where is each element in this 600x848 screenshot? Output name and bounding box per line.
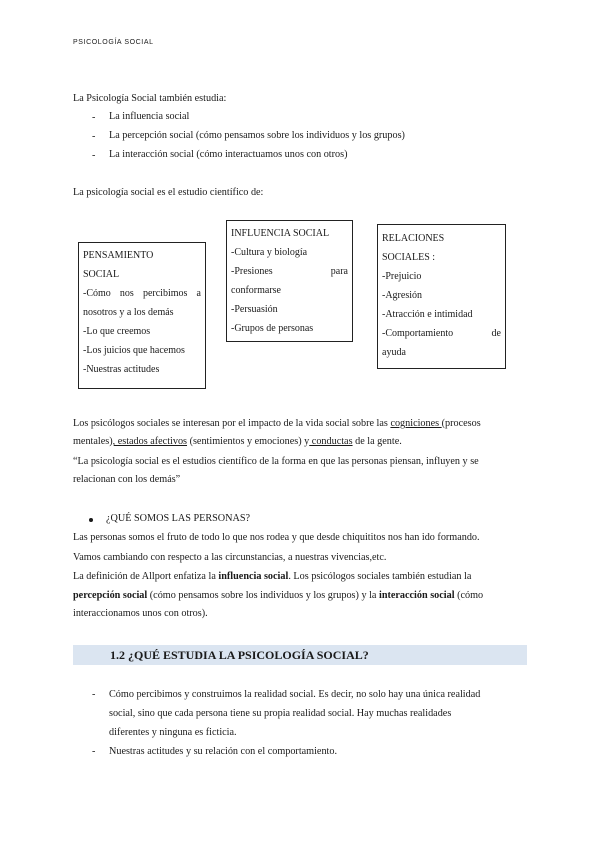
box-item: -Cómo nos percibimos a xyxy=(83,288,201,299)
quote-line-1: “La psicología social es el estudios científico de la forma en que las personas piensan, influyen y se xyxy=(73,456,479,467)
box-influencia-social xyxy=(226,220,353,342)
list-item: La percepción social (cómo pensamos sobre los individuos y los grupos) xyxy=(109,130,405,141)
box-item: -Comportamiento de xyxy=(382,328,501,339)
box-item: -Persuasión xyxy=(231,304,278,315)
box-pensamiento-social xyxy=(78,242,206,389)
dash-marker: - xyxy=(92,112,96,123)
section-bullet-1-line-1: Cómo percibimos y construimos la realidad social. Es decir, no solo hay una única realidad xyxy=(109,689,481,700)
box-item: -Agresión xyxy=(382,290,422,301)
box-item: -Presiones para xyxy=(231,266,348,277)
box-item: -Atracción e intimidad xyxy=(382,309,473,320)
box-title: SOCIALES : xyxy=(382,252,436,263)
somos-line-1: Las personas somos el fruto de todo lo que nos rodea y que desde chiquititos nos han ido formando. xyxy=(73,532,480,543)
dash-marker: - xyxy=(92,746,96,757)
dash-marker: - xyxy=(92,150,96,161)
somos-line-4: percepción social (cómo pensamos sobre los individuos y los grupos) y la interacción social (cómo xyxy=(73,590,484,601)
box-item: -Nuestras actitudes xyxy=(83,364,160,375)
quote-line-2: relacionan con los demás” xyxy=(73,474,181,485)
box-item: -Lo que creemos xyxy=(83,326,151,337)
list-item: La interacción social (cómo interactuamos unos con otros) xyxy=(109,149,348,160)
somos-line-2: Vamos cambiando con respecto a las circunstancias, a nuestras vivencias,etc. xyxy=(73,552,387,563)
box-item: -Cultura y biología xyxy=(231,247,308,258)
box-relaciones-sociales xyxy=(377,224,506,369)
interest-line-1: Los psicólogos sociales se interesan por el impacto de la vida social sobre las cogniciones (procesos xyxy=(73,418,481,429)
box-item: conformarse xyxy=(231,285,281,296)
intro-lead: La Psicología Social también estudia: xyxy=(73,93,227,104)
section-bullet-1-line-2: social, sino que cada persona tiene su propia realidad social. Hay muchas realidades xyxy=(109,708,452,719)
box-item: -Los juicios que hacemos xyxy=(83,345,185,356)
somos-line-5: interaccionamos unos con otros). xyxy=(73,608,208,619)
box-item: -Grupos de personas xyxy=(231,323,314,334)
box-item: -Prejuicio xyxy=(382,271,422,282)
section-title: 1.2 ¿QUÉ ESTUDIA LA PSICOLOGÍA SOCIAL? xyxy=(110,648,369,662)
somos-line-3: La definición de Allport enfatiza la influencia social. Los psicólogos sociales también estudian la xyxy=(73,571,472,582)
dash-marker: - xyxy=(92,689,96,700)
box-item: nosotros y a los demás xyxy=(83,307,174,318)
list-item: La influencia social xyxy=(109,111,190,122)
box-title: PENSAMIENTO xyxy=(83,250,154,261)
somos-heading: ¿QUÉ SOMOS LAS PERSONAS? xyxy=(106,513,251,524)
section-bullet-1-line-3: diferentes y ninguna es ficticia. xyxy=(109,727,237,738)
box-title: SOCIAL xyxy=(83,269,120,280)
dash-marker: - xyxy=(92,131,96,142)
section-bullet-2: Nuestras actitudes y su relación con el comportamiento. xyxy=(109,746,338,757)
definition-lead: La psicología social es el estudio científico de: xyxy=(73,187,264,198)
interest-line-2: mentales), estados afectivos (sentimientos y emociones) y conductas de la gente. xyxy=(73,436,402,447)
bullet-dot xyxy=(89,518,93,522)
page-header: PSICOLOGÍA SOCIAL xyxy=(73,39,154,46)
box-title: RELACIONES xyxy=(382,233,445,244)
box-title: INFLUENCIA SOCIAL xyxy=(231,228,330,239)
box-item: ayuda xyxy=(382,347,406,358)
